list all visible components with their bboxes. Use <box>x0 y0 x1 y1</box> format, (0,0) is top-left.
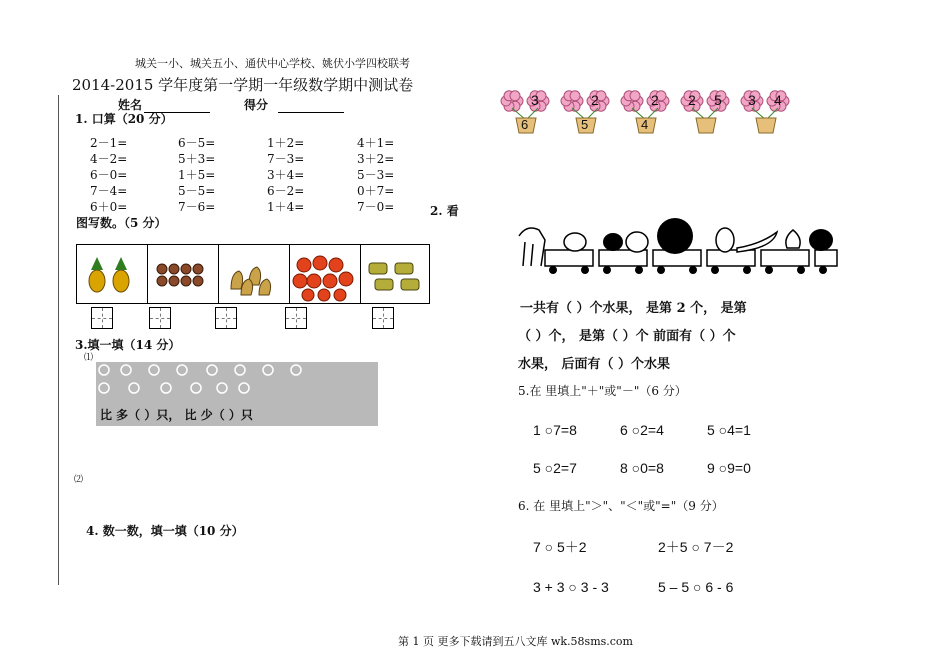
q5-equation: 1 ○7=8 <box>533 422 577 438</box>
name-label: 姓名 <box>118 98 143 112</box>
q5-equation: 5 ○4=1 <box>707 422 751 438</box>
q6-comparison: 5 – 5 ○ 6 - 6 <box>658 579 734 595</box>
q1-equation: 1＋5= <box>178 168 216 182</box>
cows-picture <box>361 245 431 303</box>
school-list: 城关一小、城关五小、通伏中心学校、姚伏小学四校联考 <box>135 57 410 70</box>
flower-number: 2 <box>591 92 599 108</box>
apples-picture <box>290 245 361 303</box>
score-label: 得分 <box>244 98 269 112</box>
answer-box-1[interactable] <box>91 307 113 329</box>
q1-equation: 3＋2= <box>357 152 395 166</box>
flower-number: 2 <box>651 92 659 108</box>
q1-equation: 5＋3= <box>178 152 216 166</box>
fruit-train-picture <box>515 212 840 280</box>
flower-number: 3 <box>748 92 756 108</box>
answer-box-2[interactable] <box>149 307 171 329</box>
q6-comparison: 7 ○ 5＋2 <box>533 539 587 555</box>
pineapples-picture <box>77 245 148 303</box>
answer-box-5[interactable] <box>372 307 394 329</box>
answer-box-4[interactable] <box>285 307 307 329</box>
q1-equation: 6－0= <box>90 168 128 182</box>
q1-equation: 5－5= <box>178 184 216 198</box>
q5-equation: 9 ○9=0 <box>707 460 751 476</box>
q1-equation: 1＋2= <box>267 136 305 150</box>
pot-number: 6 <box>521 117 529 132</box>
q5-equation: 6 ○2=4 <box>620 422 664 438</box>
q3-title: 3.填一填（14 分） <box>75 338 181 352</box>
q1-equation: 4＋1= <box>357 136 395 150</box>
exam-title: 2014-2015 学年度第一学期一年级数学期中测试卷 <box>72 76 414 94</box>
q5-equation: 5 ○2=7 <box>533 460 577 476</box>
flower-number: 3 <box>531 92 539 108</box>
answer-box-3[interactable] <box>215 307 237 329</box>
flower-number: 5 <box>714 92 722 108</box>
q5-equation: 8 ○0=8 <box>620 460 664 476</box>
q3-sub1: ⑴ <box>84 353 94 363</box>
q1-equation: 6－5= <box>178 136 216 150</box>
q1-title: 1. 口算（20 分） <box>75 112 173 126</box>
q1-equation: 7－6= <box>178 200 216 214</box>
q1-equation: 6＋0= <box>90 200 128 214</box>
q1-equation: 1＋4= <box>267 200 305 214</box>
q1-equation: 7－4= <box>90 184 128 198</box>
fruit-line-1: 一共有（ ）个水果， 是第 2 个， 是第 <box>520 301 747 316</box>
q1-equation: 7－3= <box>267 152 305 166</box>
q2-label-b: 图写数。（5 分） <box>76 216 167 230</box>
q1-equation: 0＋7= <box>357 184 395 198</box>
q1-equation: 7－0= <box>357 200 395 214</box>
score-field[interactable] <box>244 96 344 113</box>
flower-pot <box>738 88 794 134</box>
q6-comparison: 2＋5 ○ 7－2 <box>658 539 734 555</box>
q1-equation: 6－2= <box>267 184 305 198</box>
q6-title: 6. 在 里填上"＞"、"＜"或"="（9 分） <box>518 499 724 513</box>
fruit-line-3: 水果， 后面有（ ）个水果 <box>518 357 671 372</box>
flower-pot <box>678 88 734 134</box>
q4-title: 4. 数一数，填一填（10 分） <box>86 524 244 538</box>
squirrels-picture <box>219 245 290 303</box>
flower-number: 2 <box>688 92 696 108</box>
q1-equation: 2－1= <box>90 136 128 150</box>
q3-compare-line: 比 多（ ）只， 比 少（ ）只 <box>100 408 253 422</box>
q3-picture-area <box>96 362 378 426</box>
page-footer: 第 1 页 更多下载请到五八文库 wk.58sms.com <box>398 635 633 648</box>
flower-pot <box>498 88 554 134</box>
binding-line <box>58 95 59 585</box>
q1-equation: 4－2= <box>90 152 128 166</box>
q1-equation: 5－3= <box>357 168 395 182</box>
q1-equation: 3＋4= <box>267 168 305 182</box>
q3-sub2: ⑵ <box>74 475 84 485</box>
q2-label-a: 2. 看 <box>430 204 459 218</box>
flower-number: 4 <box>774 92 782 108</box>
pot-number: 5 <box>581 117 589 132</box>
q5-title: 5.在 里填上"＋"或"－"（6 分） <box>518 384 687 398</box>
q6-comparison: 3 + 3 ○ 3 - 3 <box>533 579 609 595</box>
flower-pot <box>558 88 614 134</box>
fruit-line-2: （ ）个， 是第（ ）个 前面有（ ）个 <box>518 329 736 344</box>
count-picture-row <box>76 244 430 304</box>
flower-pot <box>618 88 674 134</box>
pot-number: 4 <box>641 117 649 132</box>
hedgehogs-picture <box>148 245 219 303</box>
